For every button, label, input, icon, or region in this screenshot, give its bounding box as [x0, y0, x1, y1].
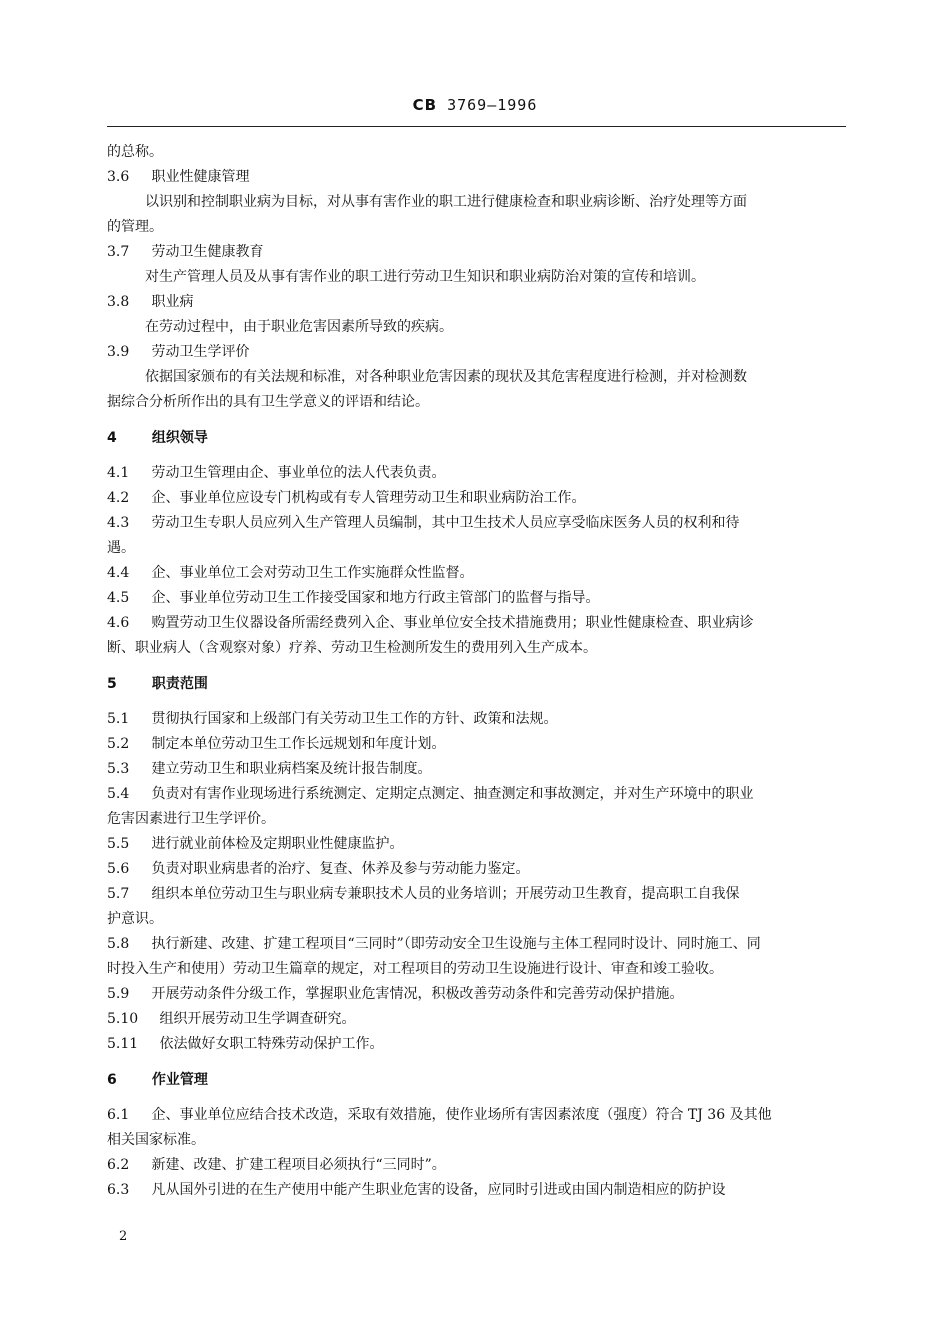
- paragraph-line: 时投入生产和使用）劳动卫生篇章的规定，对工程项目的劳动卫生设施进行设计、审查和竣工验收。: [107, 961, 723, 977]
- clause-text: 新建、改建、扩建工程项目必须执行“三同时”。: [151, 1157, 446, 1173]
- paragraph-line: 以识别和控制职业病为目标，对从事有害作业的职工进行健康检查和职业病诊断、治疗处理等方面: [145, 194, 747, 210]
- clause-text: 劳动卫生管理由企、事业单位的法人代表负责。: [151, 465, 446, 481]
- document-body: [107, 140, 845, 1203]
- header-rule: [107, 126, 846, 127]
- clause-text: 进行就业前体检及定期职业性健康监护。: [151, 836, 404, 852]
- clause-number: 4.2: [107, 490, 130, 506]
- clause-4-4: [107, 561, 845, 586]
- clause-heading-3-7: [107, 240, 845, 265]
- clause-heading-3-6: [107, 165, 845, 190]
- clause-number: 5.5: [107, 836, 130, 852]
- clause-4-5: [107, 586, 845, 611]
- clause-number: 4.4: [107, 565, 130, 581]
- clause-text: 贯彻执行国家和上级部门有关劳动卫生工作的方针、政策和法规。: [151, 711, 558, 727]
- clause-number: 5.6: [107, 861, 130, 877]
- clause-number: 6.3: [107, 1182, 130, 1198]
- page-header: [0, 96, 950, 114]
- section-number: 4: [107, 430, 117, 446]
- clause-number: 5.10: [107, 1011, 139, 1027]
- clause-number: 5.8: [107, 936, 130, 952]
- section-number: 6: [107, 1072, 117, 1088]
- clause-text: 依法做好女职工特殊劳动保护工作。: [159, 1036, 384, 1052]
- clause-number: 5.9: [107, 986, 130, 1002]
- clause-number: 5.2: [107, 736, 130, 752]
- clause-4-2: [107, 486, 845, 511]
- clause-5-5: [107, 832, 845, 857]
- clause-text: 组织本单位劳动卫生与职业病专兼职技术人员的业务培训；开展劳动卫生教育，提高职工自我保: [151, 886, 740, 902]
- clause-number: 3.9: [107, 344, 130, 360]
- clause-text: 组织开展劳动卫生学调查研究。: [159, 1011, 356, 1027]
- paragraph-line: 相关国家标准。: [107, 1132, 205, 1148]
- clause-text: 企、事业单位工会对劳动卫生工作实施群众性监督。: [151, 565, 474, 581]
- standard-code: CB: [412, 96, 438, 114]
- clause-number: 3.8: [107, 294, 130, 310]
- clause-5-2: [107, 732, 845, 757]
- clause-heading-3-9: [107, 340, 845, 365]
- clause-number: 5.1: [107, 711, 130, 727]
- section-number: 5: [107, 676, 117, 692]
- clause-5-4: [107, 782, 845, 807]
- clause-title: 职业性健康管理: [151, 169, 250, 185]
- paragraph-line: 在劳动过程中，由于职业危害因素所导致的疾病。: [145, 319, 453, 335]
- clause-text: 制定本单位劳动卫生工作长远规划和年度计划。: [151, 736, 446, 752]
- clause-5-11: [107, 1032, 845, 1057]
- clause-5-3: [107, 757, 845, 782]
- paragraph-line: 的总称。: [107, 144, 163, 160]
- clause-text: 企、事业单位劳动卫生工作接受国家和地方行政主管部门的监督与指导。: [151, 590, 600, 606]
- clause-text: 凡从国外引进的在生产使用中能产生职业危害的设备，应同时引进或由国内制造相应的防护设: [151, 1182, 726, 1198]
- clause-6-2: [107, 1153, 845, 1178]
- clause-4-3: [107, 511, 845, 536]
- clause-text: 负责对职业病患者的治疗、复查、休养及参与劳动能力鉴定。: [151, 861, 530, 877]
- clause-text: 劳动卫生专职人员应列入生产管理人员编制，其中卫生技术人员应享受临床医务人员的权利和待: [151, 515, 740, 531]
- paragraph-line: 依据国家颁布的有关法规和标准，对各种职业危害因素的现状及其危害程度进行检测，并对检测数: [145, 369, 747, 385]
- clause-number: 6.1: [107, 1107, 130, 1123]
- clause-number: 4.6: [107, 615, 130, 631]
- page-number: 2: [119, 1229, 128, 1244]
- paragraph-line: 对生产管理人员及从事有害作业的职工进行劳动卫生知识和职业病防治对策的宣传和培训。: [145, 269, 705, 285]
- clause-5-7: [107, 882, 845, 907]
- clause-title: 职业病: [151, 294, 194, 310]
- paragraph-line: 护意识。: [107, 911, 163, 927]
- clause-text: 企、事业单位应设专门机构或有专人管理劳动卫生和职业病防治工作。: [151, 490, 586, 506]
- clause-5-1: [107, 707, 845, 732]
- clause-5-8: [107, 932, 845, 957]
- clause-text: 建立劳动卫生和职业病档案及统计报告制度。: [151, 761, 432, 777]
- clause-6-3: [107, 1178, 845, 1203]
- clause-title: 劳动卫生学评价: [151, 344, 250, 360]
- clause-number: 3.7: [107, 244, 130, 260]
- clause-number: 5.11: [107, 1036, 139, 1052]
- section-title: 作业管理: [151, 1072, 208, 1088]
- clause-4-1: [107, 461, 845, 486]
- clause-text: 购置劳动卫生仪器设备所需经费列入企、事业单位安全技术措施费用；职业性健康检查、职业病诊: [151, 615, 754, 631]
- clause-number: 5.3: [107, 761, 130, 777]
- clause-text: 负责对有害作业现场进行系统测定、定期定点测定、抽查测定和事故测定，并对生产环境中的职业: [151, 786, 754, 802]
- standard-number: 3769—1996: [447, 96, 538, 114]
- section-title: 组织领导: [151, 430, 208, 446]
- paragraph-line: 危害因素进行卫生学评价。: [107, 811, 275, 827]
- clause-5-6: [107, 857, 845, 882]
- clause-5-9: [107, 982, 845, 1007]
- clause-text: 企、事业单位应结合技术改造，采取有效措施，使作业场所有害因素浓度（强度）符合 TJ 36 及其他: [151, 1107, 772, 1123]
- clause-5-10: [107, 1007, 845, 1032]
- paragraph-line: 据综合分析所作出的具有卫生学意义的评语和结论。: [107, 394, 429, 410]
- clause-number: 4.5: [107, 590, 130, 606]
- clause-title: 劳动卫生健康教育: [151, 244, 264, 260]
- clause-number: 4.1: [107, 465, 130, 481]
- clause-number: 6.2: [107, 1157, 130, 1173]
- paragraph-line: 的管理。: [107, 219, 163, 235]
- section-title: 职责范围: [151, 676, 208, 692]
- clause-number: 5.4: [107, 786, 130, 802]
- section-heading-6: [107, 1068, 845, 1093]
- section-heading-4: [107, 426, 845, 451]
- paragraph-line: 遇。: [107, 540, 135, 556]
- clause-number: 5.7: [107, 886, 130, 902]
- clause-text: 开展劳动条件分级工作，掌握职业危害情况，积极改善劳动条件和完善劳动保护措施。: [151, 986, 684, 1002]
- paragraph-line: 断、职业病人（含观察对象）疗养、劳动卫生检测所发生的费用列入生产成本。: [107, 640, 597, 656]
- clause-number: 3.6: [107, 169, 130, 185]
- clause-6-1: [107, 1103, 845, 1128]
- section-heading-5: [107, 672, 845, 697]
- clause-4-6: [107, 611, 845, 636]
- clause-number: 4.3: [107, 515, 130, 531]
- clause-text: 执行新建、改建、扩建工程项目“三同时”（即劳动安全卫生设施与主体工程同时设计、同时施工、同: [151, 936, 761, 952]
- clause-heading-3-8: [107, 290, 845, 315]
